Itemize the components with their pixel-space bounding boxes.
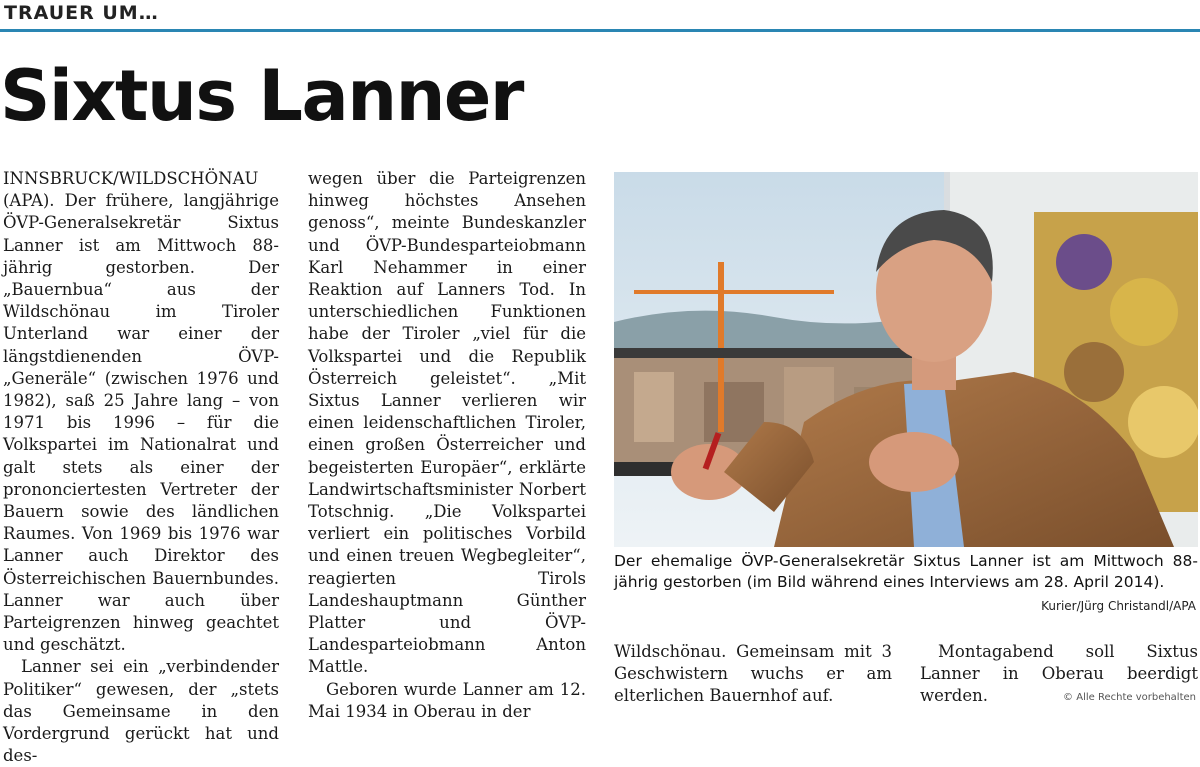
article-paragraph: INNSBRUCK/WILDSCHÖNAU (APA). Der frühere, langjährige ÖVP-Generalsekretär Sixtus Lanner ist am Mittwoch 88-jährig gestorben. Der „Bauernbua“ aus der Wildschönau im Tiroler Unterland war einer der längstdienenden ÖVP-„Generäle“ (zwischen 1976 und 1982), saß 25 Jahre lang – von 1971 bis 1996 – für die Volkspartei im Nationalrat und galt stets als einer der prononciertesten Vertreter der Bauern sowie des ländlichen Raumes. Von 1969 bis 1976 war Lanner auch Direktor des Österreichischen Bauernbundes. Lanner war auch über Parteigrenzen hinweg geachtet und geschätzt. xyxy=(3,169,279,655)
article-paragraph: Wildschönau. Gemeinsam mit 3 Geschwistern wuchs er am elterlichen Bauernhof auf. xyxy=(614,642,892,706)
article-column-1 xyxy=(3,168,279,767)
article-paragraph: wegen über die Parteigrenzen hinweg höchstes Ansehen genoss“, meinte Bundeskanzler und ÖVP-Bundesparteiobmann Karl Nehammer in einer Reaktion auf Lanners Tod. In unterschiedlichen Funktionen habe der Tiroler „viel für die Volkspartei und die Republik Österreich geleistet“. „Mit Sixtus Lanner verlieren wir einen leidenschaftlichen Tiroler, einen großen Österreicher und begeisterten Europäer“, erklärte Landwirtschaftsminister Norbert Totschnig. „Die Volkspartei verliert ein politisches Vorbild und einen treuen Wegbegleiter“, reagierten Tirols Landeshauptmann Günther Platter und ÖVP-Landesparteiobmann Anton Mattle. xyxy=(308,169,586,677)
section-label: TRAUER UM… xyxy=(4,2,159,24)
article-paragraph: Montagabend soll Sixtus Lanner in Oberau beerdigt werden. xyxy=(920,642,1198,706)
portrait-photo xyxy=(614,172,1198,547)
article-column-2 xyxy=(308,168,586,723)
photo-caption: Der ehemalige ÖVP-Generalsekretär Sixtus Lanner ist am Mittwoch 88-jährig gestorben (im Bild während eines Interviews am 28. April 2014). xyxy=(614,552,1198,591)
article-column-3 xyxy=(614,641,892,708)
headline: Sixtus Lanner xyxy=(0,55,523,137)
copyright-notice: © Alle Rechte vorbehalten xyxy=(1063,692,1196,703)
article-paragraph: Lanner sei ein „verbindender Politiker“ gewesen, der „stets das Gemeinsame in den Vordergrund gerückt hat und des- xyxy=(3,657,279,766)
section-rule xyxy=(0,29,1200,32)
article-paragraph: Geboren wurde Lanner am 12. Mai 1934 in Oberau in der xyxy=(308,679,586,721)
photo-credit: Kurier/Jürg Christandl/APA xyxy=(1041,599,1196,613)
